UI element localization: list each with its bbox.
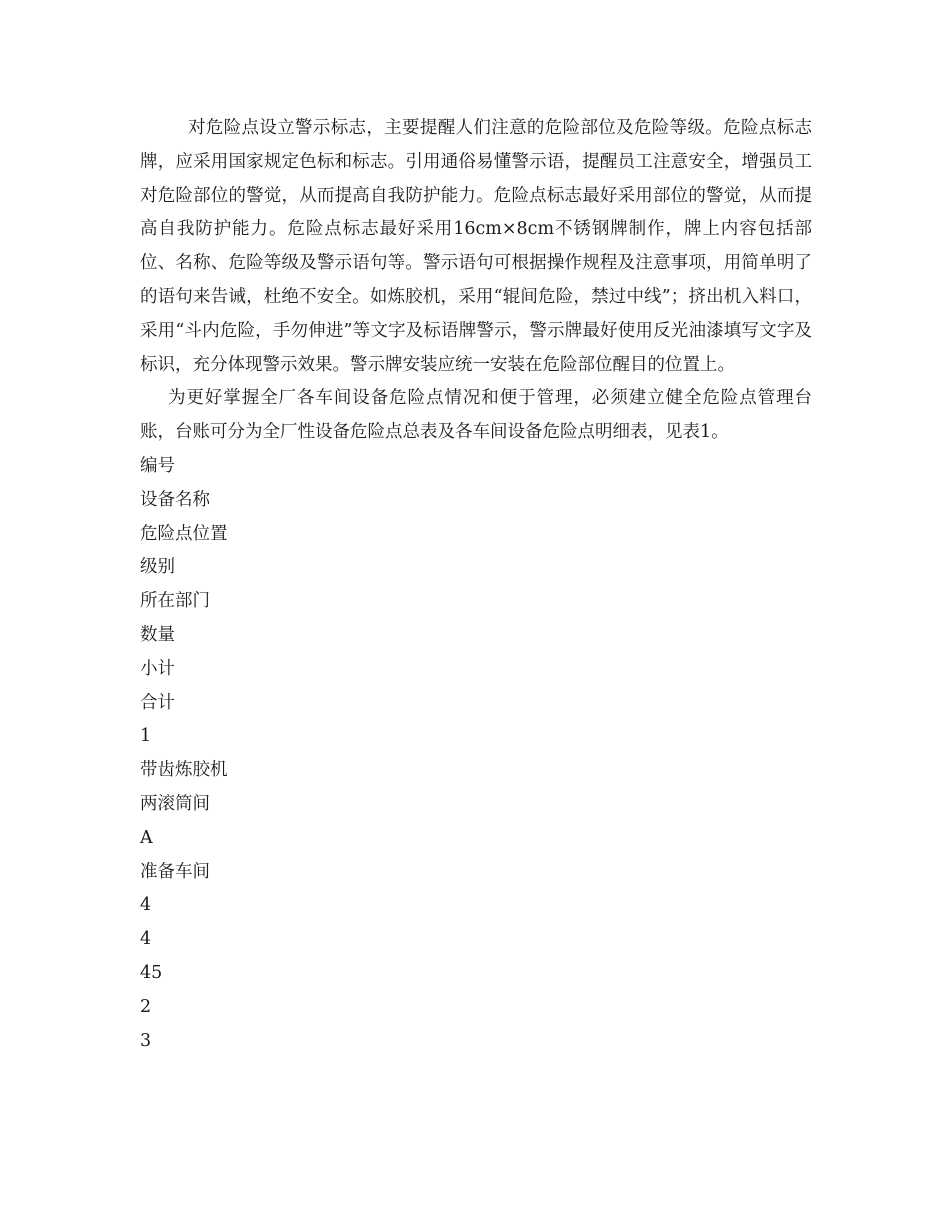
table-cell-total: 45 xyxy=(140,962,163,983)
table-header-number: 编号 xyxy=(140,455,175,476)
table-cell-hazard-location: 两滚筒间 xyxy=(140,793,210,814)
table-header-level: 级别 xyxy=(140,557,175,578)
table-header-subtotal: 小计 xyxy=(140,658,175,679)
table-cell-level: A xyxy=(140,827,153,848)
table-header-hazard-location: 危险点位置 xyxy=(140,523,228,544)
table-cell-value: 2 xyxy=(140,996,152,1017)
table-header-equipment-name: 设备名称 xyxy=(140,489,210,510)
table-cell-number: 1 xyxy=(140,726,152,747)
document-body xyxy=(140,112,812,1058)
paragraph-ledger-management: 为更好掌握全厂各车间设备危险点情况和便于管理，必须建立健全危险点管理台账，台账可分为全厂性设备危险点总表及各车间设备危险点明细表，见表1。 xyxy=(140,388,812,443)
table-cell-quantity: 4 xyxy=(140,895,152,916)
table-cell-subtotal: 4 xyxy=(140,929,152,950)
table-header-quantity: 数量 xyxy=(140,624,175,645)
table-header-total: 合计 xyxy=(140,692,175,713)
table-cell-equipment-name: 带齿炼胶机 xyxy=(140,760,228,781)
table-1-lines xyxy=(140,450,812,1058)
table-header-department: 所在部门 xyxy=(140,591,210,612)
table-cell-department: 准备车间 xyxy=(140,861,210,882)
table-cell-value: 3 xyxy=(140,1030,152,1051)
paragraph-warning-signs: 对危险点设立警示标志，主要提醒人们注意的危险部位及危险等级。危险点标志牌，应采用国家规定色标和标志。引用通俗易懂警示语，提醒员工注意安全，增强员工对危险部位的警觉，从而提高自我防护能力。危险点标志最好采用部位的警觉，从而提高自我防护能力。危险点标志最好采用16cm×8cm不锈钢牌制作，牌上内容包括部位、名称、危险等级及警示语句等。警示语句可根据操作规程及注意事项，用简单明了的语句来告诫，杜绝不安全。如炼胶机，采用“辊间危险，禁过中线”；挤出机入料口，采用“斗内危险，手勿伸进”等文字及标语牌警示，警示牌最好使用反光油漆填写文字及标识，充分体现警示效果。警示牌安装应统一安装在危险部位醒目的位置上。 xyxy=(140,118,812,375)
